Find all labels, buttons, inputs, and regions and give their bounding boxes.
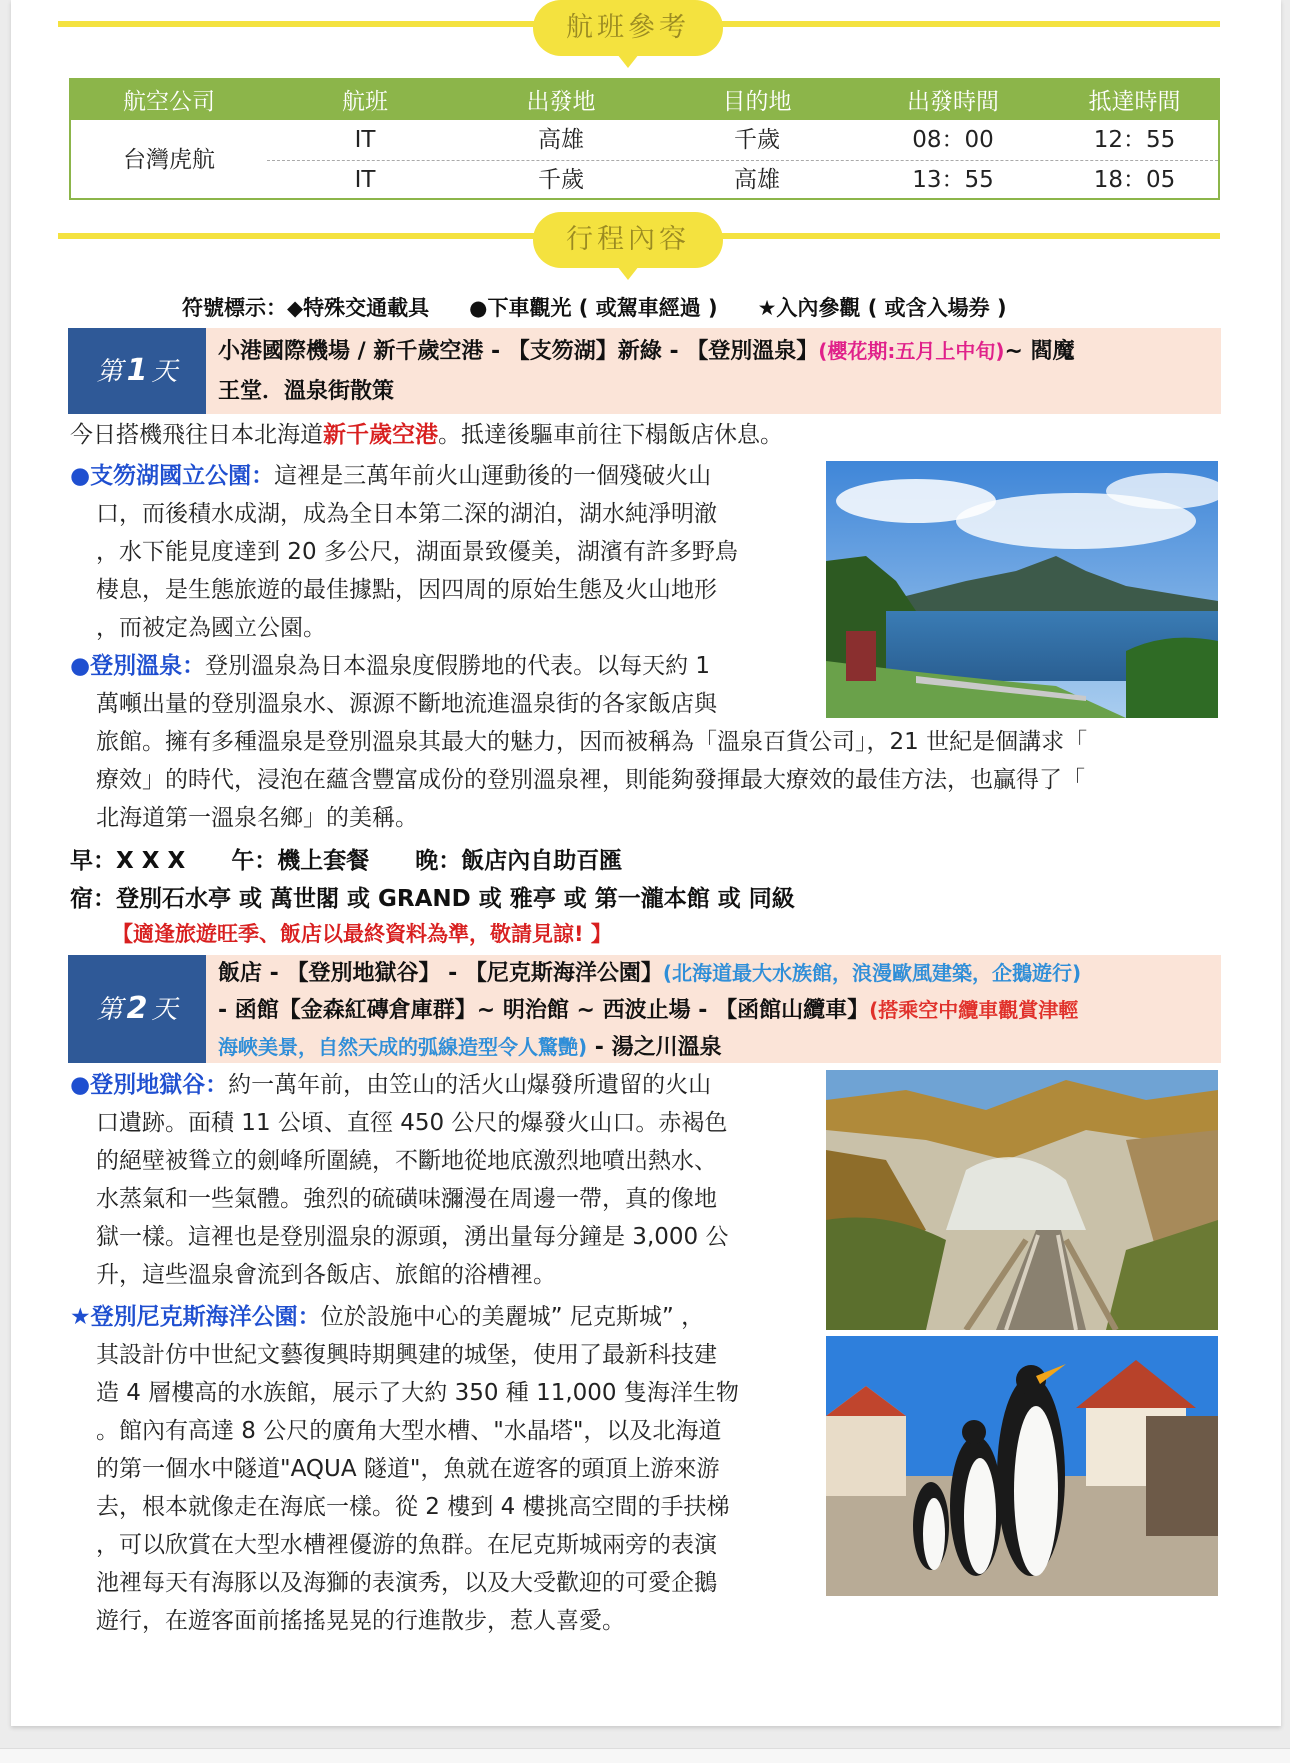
table-cell: 千歲 xyxy=(538,167,584,193)
table-cell: 高雄 xyxy=(734,167,780,193)
shikotsu-heading: ●支笏湖國立公園： xyxy=(70,463,275,489)
day1-label: 第 1 天 xyxy=(68,328,206,414)
table-cell: 高雄 xyxy=(538,127,584,153)
table-cell: 08：00 xyxy=(912,127,994,153)
jigokudani-heading: ●登別地獄谷： xyxy=(70,1072,229,1098)
legend-enter: ★入內參觀 ( 或含入場券 ) xyxy=(757,296,1007,320)
table-cell: IT xyxy=(354,167,376,193)
col-arrive-time: 抵達時間 xyxy=(1088,89,1181,115)
col-depart-time: 出發時間 xyxy=(907,89,999,115)
noboribetsu-onsen-heading: ●登別溫泉： xyxy=(70,653,206,679)
day2-title: 飯店 - 【登別地獄谷】 - 【尼克斯海洋公園】(北海道最大水族館，浪漫歐風建築，企鵝遊行) - 函館【金森紅磚倉庫群】~ 明治館 ~ 西波止場 - 【函館山纜車】(搭乘空中纜車觀賞津輕 海峽美景，自然天成的弧線造型令人驚艷) - 湯之川溫泉 xyxy=(206,955,1221,1063)
table-cell: 13：55 xyxy=(912,167,994,193)
day1-header xyxy=(68,328,1221,414)
day2-label: 第 2 天 xyxy=(68,955,206,1063)
day2-para-nixe: ★登別尼克斯海洋公園：位於設施中心的美麗城” 尼克斯城” ， 其設計仿中世紀文藝復興時期興建的城堡，使用了最新科技建 造 4 層樓高的水族館，展示了大約 350 種 11,000 隻海洋生物 。館內有高達 8 公尺的廣角大型水槽、"水晶塔"，以及北海道 的第一個水中隧道"AQUA 隧道"，魚就在遊客的頭頂上游來游 去，根本就像走在海底一樣。從 2 樓到 4 樓挑高空間的手扶梯 ，可以欣賞在大型水槽裡優游的魚群。在尼克斯城兩旁的表演 池裡每天有海豚以及海獅的表演秀，以及大受歡迎的可愛企鵝 遊行，在遊客面前搖搖晃晃的行進散步，惹人喜愛。 xyxy=(70,1304,739,1634)
table-cell: 千歲 xyxy=(734,127,780,153)
col-flight: 航班 xyxy=(342,89,388,115)
table-cell: 18：05 xyxy=(1093,167,1176,193)
legend-special: ◆特殊交通載具 xyxy=(287,296,430,320)
flight-table-header xyxy=(71,80,1218,120)
day1-intro: 今日搭機飛往日本北海道新千歲空港。抵達後驅車前往下榻飯店休息。 xyxy=(70,422,783,448)
next-page-edge xyxy=(0,1748,1290,1763)
day1-notice: 【適逢旅遊旺季、飯店以最終資料為準，敬請見諒! 】 xyxy=(112,922,612,946)
col-origin: 出發地 xyxy=(526,89,596,115)
penguin-parade-photo xyxy=(826,1336,1218,1596)
table-cell: 12：55 xyxy=(1093,127,1176,153)
day2-para-jigokudani: ●登別地獄谷：約一萬年前，由笠山的活火山爆發所遺留的火山 口遺跡。面積 11 公頃、直徑 450 公尺的爆發火山口。赤褐色 的絕壁被聳立的劍峰所圍繞，不斷地從地底激烈地噴出熱水、 水蒸氣和一些氣體。強烈的硫磺味瀰漫在周邊一帶，真的像地 獄一樣。這裡也是登別溫泉的源頭，湧出量每分鐘是 3,000 公 升，這些溫泉會流到各飯店、旅館的浴槽裡。 xyxy=(70,1072,729,1288)
day1-para-shikotsu: ●支笏湖國立公園：這裡是三萬年前火山運動後的一個殘破火山 口，而後積水成湖，成為全日本第二深的湖泊，湖水純淨明澈 ，水下能見度達到 20 多公尺，湖面景致優美，湖濱有許多野鳥 棲息，是生態旅遊的最佳據點，因四周的原始生態及火山地形 ，而被定為國立公園。 xyxy=(70,463,738,641)
airline-name: 台灣虎航 xyxy=(123,147,215,173)
day1-title: 小港國際機場 / 新千歲空港 - 【支笏湖】新綠 - 【登別溫泉】(櫻花期:五月上中旬)~ 閻魔 王堂．溫泉街散策 xyxy=(206,328,1221,414)
day2-header xyxy=(68,955,1221,1063)
section-banner-itinerary xyxy=(58,218,1220,288)
col-airline: 航空公司 xyxy=(123,89,215,115)
table-cell: IT xyxy=(354,127,376,153)
flight-table xyxy=(69,78,1220,200)
nixe-heading: ★登別尼克斯海洋公園： xyxy=(70,1304,321,1330)
day1-meals: 早：X X X 午：機上套餐 晚：飯店內自助百匯 xyxy=(70,848,623,874)
section-title-flight: 航班參考 xyxy=(533,0,723,56)
jigokudani-photo xyxy=(826,1070,1218,1330)
day1-hotel: 宿：登別石水亭 或 萬世閣 或 GRAND 或 雅亭 或 第一瀧本館 或 同級 xyxy=(70,886,795,912)
section-title-itinerary: 行程內容 xyxy=(533,212,723,268)
section-banner-flight xyxy=(58,6,1220,76)
day1-para-noboribetsu: ●登別溫泉：登別溫泉為日本溫泉度假勝地的代表。以每天約 1 萬噸出量的登別溫泉水、源源不斷地流進溫泉街的各家飯店與 旅館。擁有多種溫泉是登別溫泉其最大的魅力，因而被稱為「溫泉百貨公司」，21 世紀是個講求「 療效」的時代，浸泡在蘊含豐富成份的登別溫泉裡，則能夠發揮最大療效的最佳方法，也贏得了「 北海道第一溫泉名鄉」的美稱。 xyxy=(70,653,1088,831)
symbol-legend: 符號標示：◆特殊交通載具 ●下車觀光 ( 或駕車經過 ) ★入內參觀 ( 或含入場券 ) xyxy=(182,296,1007,320)
legend-drive: ●下車觀光 ( 或駕車經過 ) xyxy=(469,296,718,320)
col-destination: 目的地 xyxy=(722,89,792,115)
